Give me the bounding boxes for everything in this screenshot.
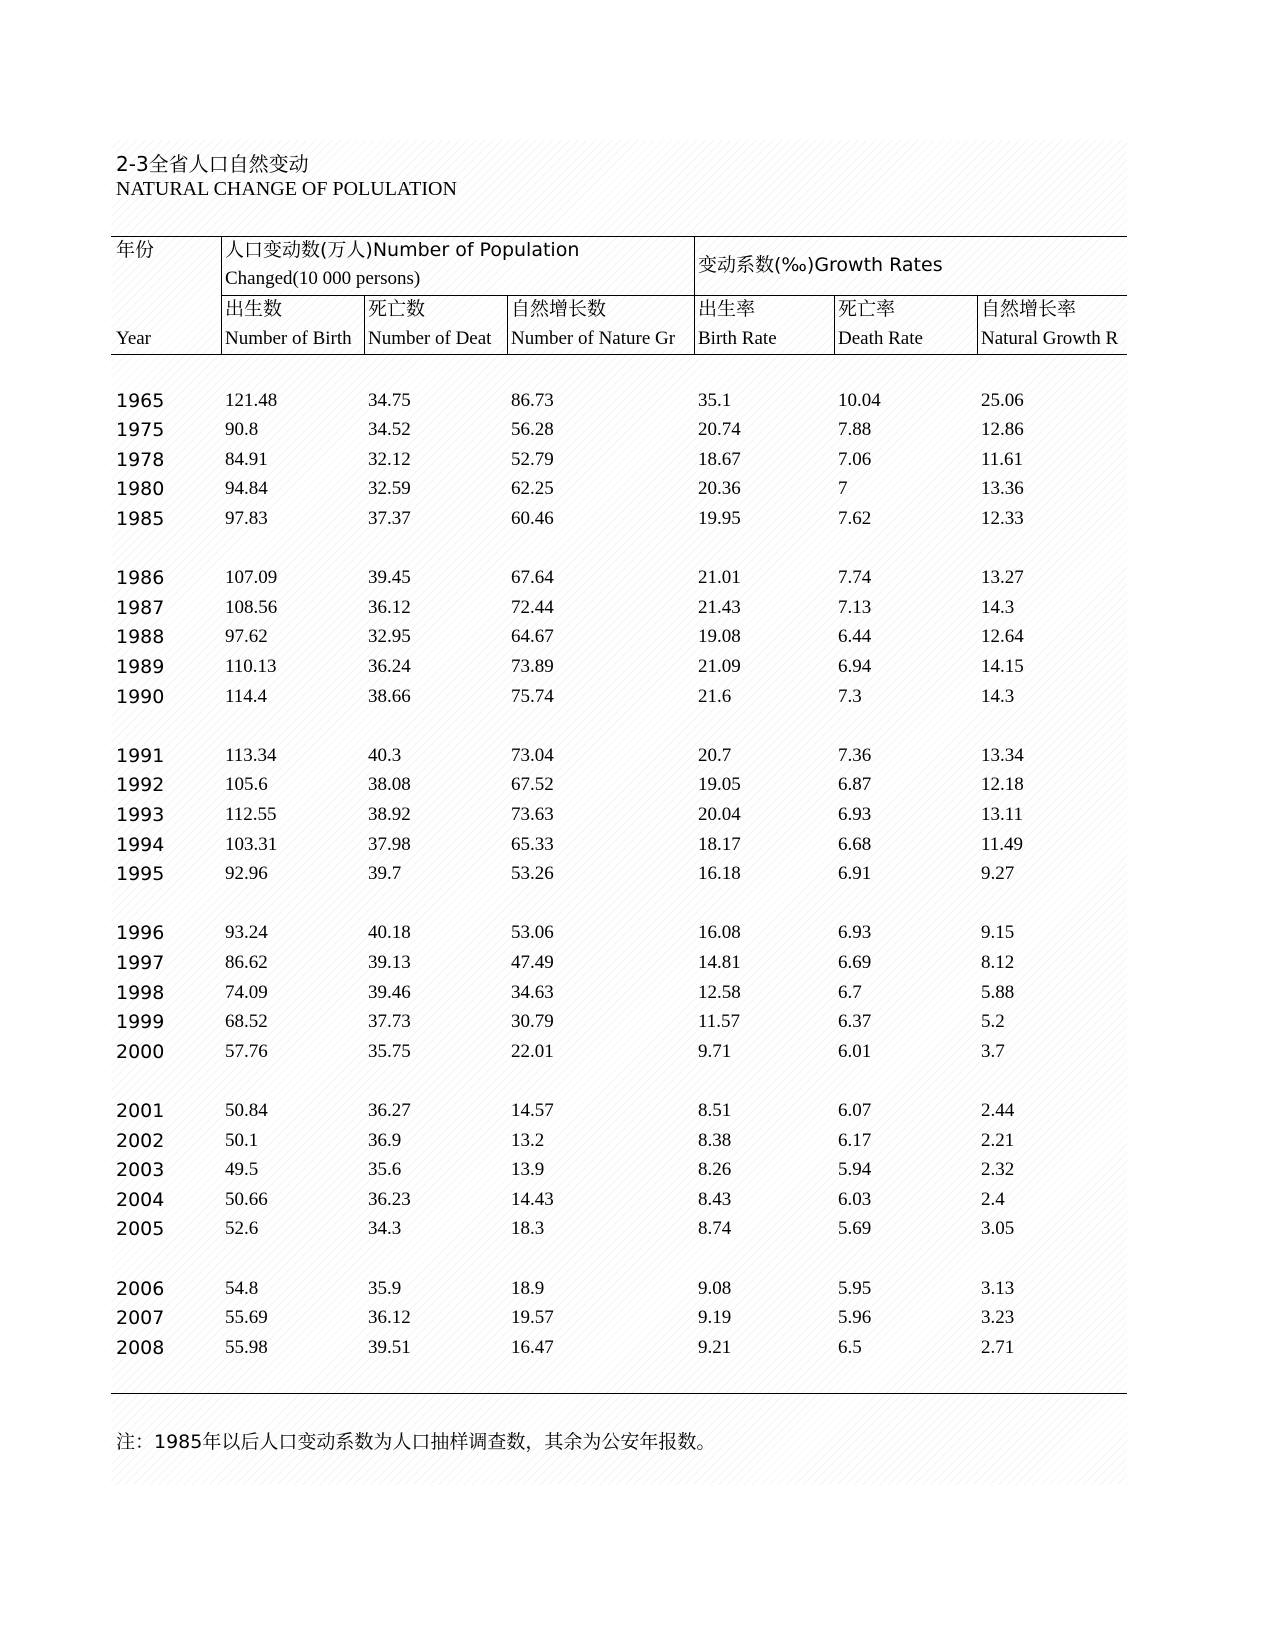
table-cell: 39.45 xyxy=(368,567,411,589)
table-cell: 32.59 xyxy=(368,478,411,500)
year-cell: 1965 xyxy=(116,389,165,412)
table-cell: 64.67 xyxy=(511,626,554,648)
table-cell: 86.73 xyxy=(511,389,554,411)
table-cell: 14.3 xyxy=(981,685,1015,707)
table-cell: 3.05 xyxy=(981,1218,1015,1240)
table-cell: 75.74 xyxy=(511,685,554,707)
footnote: 注：1985年以后人口变动系数为人口抽样调查数，其余为公安年报数。 xyxy=(116,1431,716,1453)
table-cell: 9.21 xyxy=(698,1336,732,1358)
table-cell: 86.62 xyxy=(225,952,268,973)
table-cell: 9.19 xyxy=(698,1307,732,1329)
column-header-en: Birth Rate xyxy=(698,328,777,349)
table-cell: 6.93 xyxy=(838,922,872,944)
year-cell: 1990 xyxy=(116,685,165,708)
table-cell: 112.55 xyxy=(225,804,277,825)
table-cell: 7 xyxy=(838,478,848,500)
table-cell: 38.92 xyxy=(368,804,411,825)
table-cell: 7.36 xyxy=(838,744,872,766)
header-divider xyxy=(977,295,978,354)
table-cell: 37.37 xyxy=(368,508,411,529)
table-cell: 6.01 xyxy=(838,1040,872,1062)
table-cell: 34.63 xyxy=(511,981,554,1003)
table-cell: 50.66 xyxy=(225,1188,268,1210)
table-cell: 49.5 xyxy=(225,1159,259,1181)
table-cell: 5.94 xyxy=(838,1159,872,1181)
year-cell: 1978 xyxy=(116,448,165,471)
table-cell: 40.3 xyxy=(368,744,402,766)
column-header-cn: 自然增长数 xyxy=(511,298,607,320)
table-cell: 20.36 xyxy=(698,478,741,500)
table-cell: 105.6 xyxy=(225,774,268,796)
table-cell: 52.79 xyxy=(511,448,554,470)
table-cell: 13.2 xyxy=(511,1129,545,1151)
table-cell: 5.69 xyxy=(838,1218,872,1240)
table-cell: 68.52 xyxy=(225,1011,268,1033)
table-cell: 3.13 xyxy=(981,1277,1015,1299)
table-cell: 3.23 xyxy=(981,1307,1015,1329)
table-cell: 9.71 xyxy=(698,1040,732,1062)
table-cell: 14.3 xyxy=(981,596,1015,618)
table-cell: 14.81 xyxy=(698,952,741,973)
year-cell: 1988 xyxy=(116,626,165,649)
table-cell: 19.95 xyxy=(698,508,741,529)
year-cell: 2001 xyxy=(116,1100,165,1122)
table-cell: 37.73 xyxy=(368,1011,411,1033)
table-cell: 93.24 xyxy=(225,922,268,944)
table-cell: 18.67 xyxy=(698,448,741,470)
table-cell: 74.09 xyxy=(225,981,268,1003)
header-divider xyxy=(221,236,222,354)
table-cell: 6.94 xyxy=(838,656,872,677)
population-group-header-unit: Changed(10 000 persons) xyxy=(225,268,421,289)
table-cell: 9.15 xyxy=(981,922,1015,944)
table-cell: 21.6 xyxy=(698,685,732,707)
table-cell: 60.46 xyxy=(511,508,554,529)
table-cell: 11.49 xyxy=(981,833,1024,855)
table-cell: 6.5 xyxy=(838,1336,862,1358)
table-cell: 36.12 xyxy=(368,1307,411,1329)
table-cell: 84.91 xyxy=(225,448,268,470)
table-cell: 72.44 xyxy=(511,596,554,618)
column-header-cn: 自然增长率 xyxy=(981,298,1077,320)
year-cell: 2007 xyxy=(116,1307,165,1330)
table-cell: 19.57 xyxy=(511,1307,554,1329)
table-cell: 103.31 xyxy=(225,833,278,855)
table-cell: 73.63 xyxy=(511,804,554,825)
header-divider xyxy=(834,295,835,354)
table-cell: 108.56 xyxy=(225,596,278,618)
table-cell: 110.13 xyxy=(225,656,277,677)
year-cell: 1985 xyxy=(116,508,165,530)
table-cell: 8.43 xyxy=(698,1188,732,1210)
column-header-cn: 死亡数 xyxy=(368,298,426,320)
year-cell: 2006 xyxy=(116,1277,165,1300)
population-group-header: 人口变动数(万人)Number of Population xyxy=(225,239,580,261)
table-cell: 30.79 xyxy=(511,1011,554,1033)
table-cell: 8.74 xyxy=(698,1218,732,1240)
table-cell: 2.21 xyxy=(981,1129,1015,1151)
table-cell: 7.06 xyxy=(838,448,872,470)
table-cell: 13.11 xyxy=(981,804,1024,825)
table-cell: 65.33 xyxy=(511,833,554,855)
table-cell: 13.36 xyxy=(981,478,1024,500)
year-cell: 1987 xyxy=(116,596,165,619)
table-cell: 8.12 xyxy=(981,952,1015,973)
table-cell: 39.13 xyxy=(368,952,411,973)
table-cell: 6.68 xyxy=(838,833,872,855)
table-cell: 34.3 xyxy=(368,1218,402,1240)
table-cell: 53.26 xyxy=(511,863,554,885)
header-divider xyxy=(364,295,365,354)
table-cell: 55.98 xyxy=(225,1336,268,1358)
table-cell: 12.86 xyxy=(981,419,1024,441)
table-cell: 38.08 xyxy=(368,774,411,796)
table-cell: 36.27 xyxy=(368,1100,411,1121)
table-cell: 6.87 xyxy=(838,774,872,796)
table-cell: 11.57 xyxy=(698,1011,741,1033)
year-cell: 1991 xyxy=(116,744,165,767)
year-cell: 1980 xyxy=(116,478,165,501)
table-cell: 6.37 xyxy=(838,1011,872,1033)
table-cell: 54.8 xyxy=(225,1277,259,1299)
table-cell: 36.12 xyxy=(368,596,411,618)
header-bottom-border xyxy=(111,354,1127,355)
table-cell: 19.05 xyxy=(698,774,741,796)
year-cell: 1994 xyxy=(116,833,165,856)
table-cell: 34.52 xyxy=(368,419,411,441)
year-cell: 1996 xyxy=(116,922,165,945)
table-cell: 90.8 xyxy=(225,419,259,441)
table-cell: 10.04 xyxy=(838,389,881,411)
table-cell: 5.95 xyxy=(838,1277,872,1299)
rates-group-header: 变动系数(‰)Growth Rates xyxy=(698,254,943,276)
table-cell: 18.9 xyxy=(511,1277,545,1299)
table-cell: 32.95 xyxy=(368,626,411,648)
year-cell: 1997 xyxy=(116,952,165,974)
column-header-cn: 出生率 xyxy=(698,298,756,320)
table-cell: 7.74 xyxy=(838,567,872,589)
table-cell: 6.44 xyxy=(838,626,872,648)
table-cell: 2.44 xyxy=(981,1100,1015,1121)
table-cell: 113.34 xyxy=(225,744,277,766)
table-cell: 7.62 xyxy=(838,508,872,529)
table-cell: 39.51 xyxy=(368,1336,411,1358)
table-cell: 21.43 xyxy=(698,596,741,618)
table-cell: 13.9 xyxy=(511,1159,545,1181)
table-cell: 19.08 xyxy=(698,626,741,648)
table-cell: 67.52 xyxy=(511,774,554,796)
header-divider xyxy=(694,236,695,354)
table-cell: 14.15 xyxy=(981,656,1024,677)
table-cell: 47.49 xyxy=(511,952,554,973)
table-cell: 8.51 xyxy=(698,1100,732,1121)
year-cell: 1993 xyxy=(116,804,165,826)
table-cell: 16.47 xyxy=(511,1336,554,1358)
table-cell: 73.89 xyxy=(511,656,554,677)
table-cell: 56.28 xyxy=(511,419,554,441)
table-cell: 2.71 xyxy=(981,1336,1015,1358)
table-cell: 92.96 xyxy=(225,863,268,885)
table-cell: 55.69 xyxy=(225,1307,268,1329)
table-cell: 7.3 xyxy=(838,685,862,707)
table-cell: 5.96 xyxy=(838,1307,872,1329)
table-cell: 97.83 xyxy=(225,508,268,529)
table-cell: 21.01 xyxy=(698,567,741,589)
table-cell: 114.4 xyxy=(225,685,268,707)
table-cell: 97.62 xyxy=(225,626,268,648)
table-cell: 50.84 xyxy=(225,1100,268,1121)
column-header-en: Number of Nature Gr xyxy=(511,328,676,349)
table-bottom-border xyxy=(111,1393,1127,1394)
table-cell: 6.69 xyxy=(838,952,872,973)
table-cell: 16.08 xyxy=(698,922,741,944)
table-cell: 6.07 xyxy=(838,1100,872,1121)
table-cell: 11.61 xyxy=(981,448,1024,470)
year-cell: 1995 xyxy=(116,863,165,886)
table-cell: 12.64 xyxy=(981,626,1024,648)
table-cell: 35.6 xyxy=(368,1159,402,1181)
table-cell: 36.24 xyxy=(368,656,411,677)
table-cell: 32.12 xyxy=(368,448,411,470)
year-header-cn: 年份 xyxy=(116,239,155,261)
table-cell: 2.4 xyxy=(981,1188,1005,1210)
table-cell: 62.25 xyxy=(511,478,554,500)
table-cell: 6.03 xyxy=(838,1188,872,1210)
table-cell: 121.48 xyxy=(225,389,278,411)
table-cell: 8.38 xyxy=(698,1129,732,1151)
table-cell: 3.7 xyxy=(981,1040,1005,1062)
table-cell: 6.17 xyxy=(838,1129,872,1151)
table-cell: 14.57 xyxy=(511,1100,554,1121)
year-cell: 1975 xyxy=(116,419,165,442)
year-cell: 2005 xyxy=(116,1218,165,1241)
table-cell: 2.32 xyxy=(981,1159,1015,1181)
table-cell: 40.18 xyxy=(368,922,411,944)
page-title-en: NATURAL CHANGE OF POLULATION xyxy=(116,178,457,200)
year-header-en: Year xyxy=(116,328,152,349)
table-cell: 39.46 xyxy=(368,981,411,1003)
table-cell: 35.75 xyxy=(368,1040,411,1062)
column-header-cn: 死亡率 xyxy=(838,298,896,320)
year-cell: 1986 xyxy=(116,567,165,590)
table-cell: 53.06 xyxy=(511,922,554,944)
year-cell: 1992 xyxy=(116,774,165,797)
year-cell: 1989 xyxy=(116,656,165,678)
column-header-en: Death Rate xyxy=(838,328,923,349)
table-cell: 20.7 xyxy=(698,744,732,766)
table-cell: 12.33 xyxy=(981,508,1024,529)
table-cell: 36.9 xyxy=(368,1129,402,1151)
table-cell: 38.66 xyxy=(368,685,411,707)
year-cell: 2000 xyxy=(116,1040,165,1063)
year-cell: 1999 xyxy=(116,1011,165,1034)
table-cell: 6.93 xyxy=(838,804,872,825)
table-cell: 6.91 xyxy=(838,863,872,885)
table-cell: 36.23 xyxy=(368,1188,411,1210)
table-cell: 52.6 xyxy=(225,1218,259,1240)
year-cell: 1998 xyxy=(116,981,165,1004)
year-cell: 2002 xyxy=(116,1129,165,1152)
table-cell: 37.98 xyxy=(368,833,411,855)
table-cell: 34.75 xyxy=(368,389,411,411)
table-cell: 7.13 xyxy=(838,596,872,618)
year-cell: 2004 xyxy=(116,1188,165,1211)
table-cell: 12.58 xyxy=(698,981,741,1003)
header-middle-border xyxy=(221,295,1127,296)
year-cell: 2008 xyxy=(116,1336,165,1359)
header-divider xyxy=(507,295,508,354)
table-cell: 20.74 xyxy=(698,419,741,441)
page-title-cn: 2-3全省人口自然变动 xyxy=(116,152,309,176)
table-cell: 21.09 xyxy=(698,656,741,677)
table-cell: 14.43 xyxy=(511,1188,554,1210)
table-cell: 9.27 xyxy=(981,863,1015,885)
table-cell: 107.09 xyxy=(225,567,278,589)
table-cell: 9.08 xyxy=(698,1277,732,1299)
table-cell: 13.27 xyxy=(981,567,1024,589)
year-cell: 2003 xyxy=(116,1159,165,1182)
table-cell: 57.76 xyxy=(225,1040,268,1062)
table-top-border xyxy=(111,236,1127,237)
table-cell: 39.7 xyxy=(368,863,402,885)
column-header-en: Number of Deat xyxy=(368,328,492,349)
table-cell: 35.9 xyxy=(368,1277,402,1299)
table-cell: 5.2 xyxy=(981,1011,1005,1033)
column-header-en: Number of Birth xyxy=(225,328,352,349)
column-header-cn: 出生数 xyxy=(225,298,283,320)
table-cell: 18.17 xyxy=(698,833,741,855)
table-cell: 67.64 xyxy=(511,567,554,589)
table-cell: 35.1 xyxy=(698,389,732,411)
table-cell: 8.26 xyxy=(698,1159,732,1181)
table-cell: 73.04 xyxy=(511,744,554,766)
column-header-en: Natural Growth R xyxy=(981,328,1119,349)
table-cell: 13.34 xyxy=(981,744,1024,766)
table-cell: 16.18 xyxy=(698,863,741,885)
table-cell: 6.7 xyxy=(838,981,862,1003)
table-cell: 22.01 xyxy=(511,1040,554,1062)
table-cell: 20.04 xyxy=(698,804,741,825)
table-cell: 5.88 xyxy=(981,981,1015,1003)
table-cell: 50.1 xyxy=(225,1129,259,1151)
table-cell: 12.18 xyxy=(981,774,1024,796)
table-cell: 18.3 xyxy=(511,1218,545,1240)
table-cell: 94.84 xyxy=(225,478,268,500)
table-cell: 7.88 xyxy=(838,419,872,441)
table-cell: 25.06 xyxy=(981,389,1024,411)
